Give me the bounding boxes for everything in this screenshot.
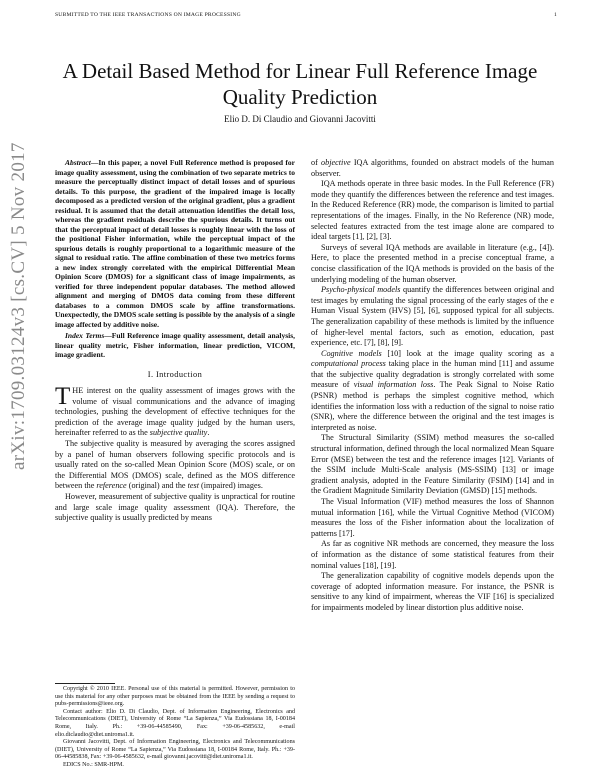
intro-p1-text: HE interest on the quality assessment of images grows with the volume of visual communications and the advance of imaging technologies, pushing the development of effective techniques for the prediction of the average image quality judged by the human users, hereinafter referred to as the xyxy=(55,386,295,438)
abstract: Abstract—In this paper, a novel Full Reference method is proposed for image quality assessment, using the combination of two separate metrics to measure the perceptually distinct impact of detail losses and of spurious details. To this purpose, the gradient of the impaired image is locally decomposed as a predicted version of the original gradient, plus a gradient residual. It is assumed that the detail attenuation identifies the detail loss, whereas the gradient residuals describe the spurious details. It turns out that the perceptual impact of detail losses is roughly linear with the loss of the positional Fisher information, while the perceptual impact of the spurious details is roughly proportional to a logarithmic measure of the signal to residual ratio. The affine combination of these two metrics forms a new index strongly correlated with the empirical Differential Mean Opinion Score (DMOS) for a significant class of image impairments, as verified for three independent popular databases. The method allowed alignment and merging of DMOS data coming from these different databases to a common DMOS scale by affine transformations. Unexpectedly, the DMOS scale setting is possible by the analysis of a single image affected by additive noise. xyxy=(55,158,295,329)
r4-text: quantify the differences between original and test images by emulating the signal processing of the early stages of the e Human Visual System (HVS) [5], [6], supposed typical for all subjects. The generalization capability of these methods is limited by the influence of higher-level mental factors, such as emotion, education, past experience, etc. [7], [8], [9]. xyxy=(311,285,554,348)
intro-paragraph-2 xyxy=(55,439,295,492)
intro-paragraph-3: However, measurement of subjective quality is unpractical for routine and large scale image quality assessment (IQA). Therefore, the subjective quality is usually predicted by means xyxy=(55,492,295,523)
intro-p1-emphasis: subjective quality xyxy=(149,428,208,438)
r5-emphasis-1: Cognitive models xyxy=(321,348,382,358)
arxiv-stamp: arXiv:1709.03124v3 [cs.CV] 5 Nov 2017 xyxy=(8,142,29,470)
footnote-contact-2: Giovanni Jacovitti, Dept. of Information Engineering, Electronics and Telecommunications (DIET), University of Rome “La Sapienza,” Via Eudossiana 18, I-00184 Rome, Italy. Ph.: +39-06-44585838, Fax: +39-06-4585632, e-mail giovanni.jacovitti@diet.uniroma1.it. xyxy=(55,739,295,761)
index-terms-label: Index Terms xyxy=(65,331,105,340)
r5-text-b: taking place in the human mind [11] and assume that the subjective quality degradation is strongly correlated with some measure of xyxy=(311,359,555,390)
right-paragraph-5 xyxy=(311,349,554,434)
r5-emphasis-3: visual information loss xyxy=(353,380,434,390)
intro-p2-text-a: The subjective quality is measured by averaging the scores assigned by a panel of human observers following specific protocols and is usually rated on the so-called Mean Opinion Score (MOS) scale, or on the Differential MOS (DMOS) scale, defined as the MOS difference between the xyxy=(55,439,295,491)
abstract-text: In this paper, a novel Full Reference method is proposed for image quality assessment, using the combination of two separate metrics to measure the perceptually distinct impact of detail losses and of spurious details. To this purpose, the gradient of the impaired image is locally decomposed as a predicted version of the original gradient, plus a gradient residual. It is assumed that the detail attenuation identifies the detail loss, whereas the gradient residuals describe the spurious details. It turns out that the perceptual impact of detail losses is roughly linear with the loss of the positional Fisher information, while the perceptual impact of the spurious details is roughly proportional to a logarithmic measure of the signal to residual ratio. The affine combination of these two metrics forms a new index strongly correlated with the empirical Differential Mean Opinion Score (DMOS) for a significant class of image impairments, as verified for three independent popular databases. The method allowed alignment and merging of DMOS data coming from these different databases to a common DMOS scale by affine transformations. Unexpectedly, the DMOS scale setting is possible by the analysis of a single image affected by additive noise. xyxy=(55,158,295,329)
r5-emphasis-2: computational process xyxy=(311,359,386,369)
r4-emphasis: Psycho-physical models xyxy=(321,285,401,295)
footnote-copyright: Copyright © 2010 IEEE. Personal use of this material is permitted. However, permission to use this material for any other purposes must be obtained from the IEEE by sending a request to pubs-permissions@ieee.org. xyxy=(55,686,295,708)
intro-p2-text-b: (original) and the xyxy=(126,481,188,491)
right-paragraph-1 xyxy=(311,158,554,179)
drop-cap: T xyxy=(55,383,71,411)
section-title-introduction: I. Introduction xyxy=(147,369,203,379)
intro-paragraph-1 xyxy=(55,383,295,439)
right-paragraph-3: Surveys of several IQA methods are available in literature (e.g., [4]). Here, to place the presented method in a precise conceptual frame, a concise classification of the IQA methods is provided on the basis of the underlying modeling of the human observer. xyxy=(311,242,554,284)
index-terms: Index Terms—Full Reference image quality assessment, detail analysis, linear quality metric, Fisher information, linear prediction, VICOM, image gradient. xyxy=(55,331,296,359)
intro-p2-text-c: (impaired) images. xyxy=(199,481,263,491)
running-header xyxy=(55,12,555,18)
r5-text-c: . The Peak Signal to Noise Ratio (PSNR) method is perhaps the simplest cognitive method, which identifies the information loss with a reduction of the signal to noise ratio (SNR), where the difference between the original and the test images is interpreted as noise. xyxy=(311,380,554,432)
right-paragraph-7: The Visual Information (VIF) method measures the loss of Shannon mutual information [16], while the Virtual Cognitive Method (VICOM) measures the loss of the Fisher information about the localization of patterns [17]. xyxy=(311,497,554,538)
right-paragraph-8: As far as cognitive NR methods are concerned, they measure the loss of information as the distance of some statistical features from their nominal values [18], [19]. xyxy=(311,539,554,570)
r1-text-b: IQA algorithms, founded on abstract models of the human observer. xyxy=(311,158,554,178)
footnote-edics: EDICS No.: SMR-HPM. xyxy=(63,761,124,768)
intro-p2-emphasis-2: test xyxy=(187,481,199,491)
intro-p1-end: . xyxy=(207,428,210,438)
r1-emphasis: objective xyxy=(321,158,351,167)
running-header-left: SUBMITTED TO THE IEEE TRANSACTIONS ON IMAGE PROCESSING xyxy=(55,12,241,18)
right-paragraph-4 xyxy=(311,285,554,349)
abstract-label: Abstract xyxy=(65,158,91,167)
page-number: 1 xyxy=(554,12,557,18)
right-paragraph-6: The Structural Similarity (SSIM) method measures the so-called structural information, defined through the local normalized Mean Square Error (MSE) between the test and the reference images [12]. Variants of the SSIM include Multi-Scale analysis (MS-SSIM) [13] or image gradient analysis, adopted in the Feature Similarity (FSIM) [14] and in the Gradient Magnitude Similarity Deviation (GMSD) [15] methods. xyxy=(311,433,554,496)
left-column xyxy=(55,158,295,763)
paper-authors: Elio D. Di Claudio and Giovanni Jacovitti xyxy=(224,114,376,124)
footnote xyxy=(55,683,295,770)
right-paragraph-9: The generalization capability of cognitive models depends upon the coverage of adopted information measure. For instance, the PSNR is sensitive to any kind of impairment, whereas the VIF [16] is specialized for impairments modeled by linear distortion plus additive noise. xyxy=(311,571,554,612)
r5-text-a: [10] look at the image quality scoring as a xyxy=(381,348,554,358)
right-column xyxy=(311,158,554,763)
intro-p2-emphasis-1: reference xyxy=(96,481,127,491)
right-paragraph-2: IQA methods operate in three basic modes. In the Full Reference (FR) mode they quantify the differences between the reference and test images. In the Reduced Reference (RR) mode, the comparison is limited to partial representations of the images. Finally, in the No Reference (NR) mode, selected features extracted from the test image alone are compared to ideal targets [1], [2], [3]. xyxy=(311,179,554,242)
footnote-contact-1: Contact author: Elio D. Di Claudio, Dept. of Information Engineering, Electronics and Telecommunications (DIET), University of Rome “La Sapienza,” Via Eudossiana 18, I-00184 Rome, Italy. Ph.: +39-06-44585490, Fax: +39-06-4585632, e-mail elio.diclaudio@diet.uniroma1.it. xyxy=(55,708,295,738)
footnote-rule xyxy=(55,683,115,684)
r1-text-a: of xyxy=(311,158,322,167)
index-terms-text: Full Reference image quality assessment, detail analysis, linear quality metric, Fisher information, linear prediction, VICOM, image gradient. xyxy=(55,331,296,359)
paper-title: A Detail Based Method for Linear Full Reference Image Quality Prediction xyxy=(62,59,538,109)
